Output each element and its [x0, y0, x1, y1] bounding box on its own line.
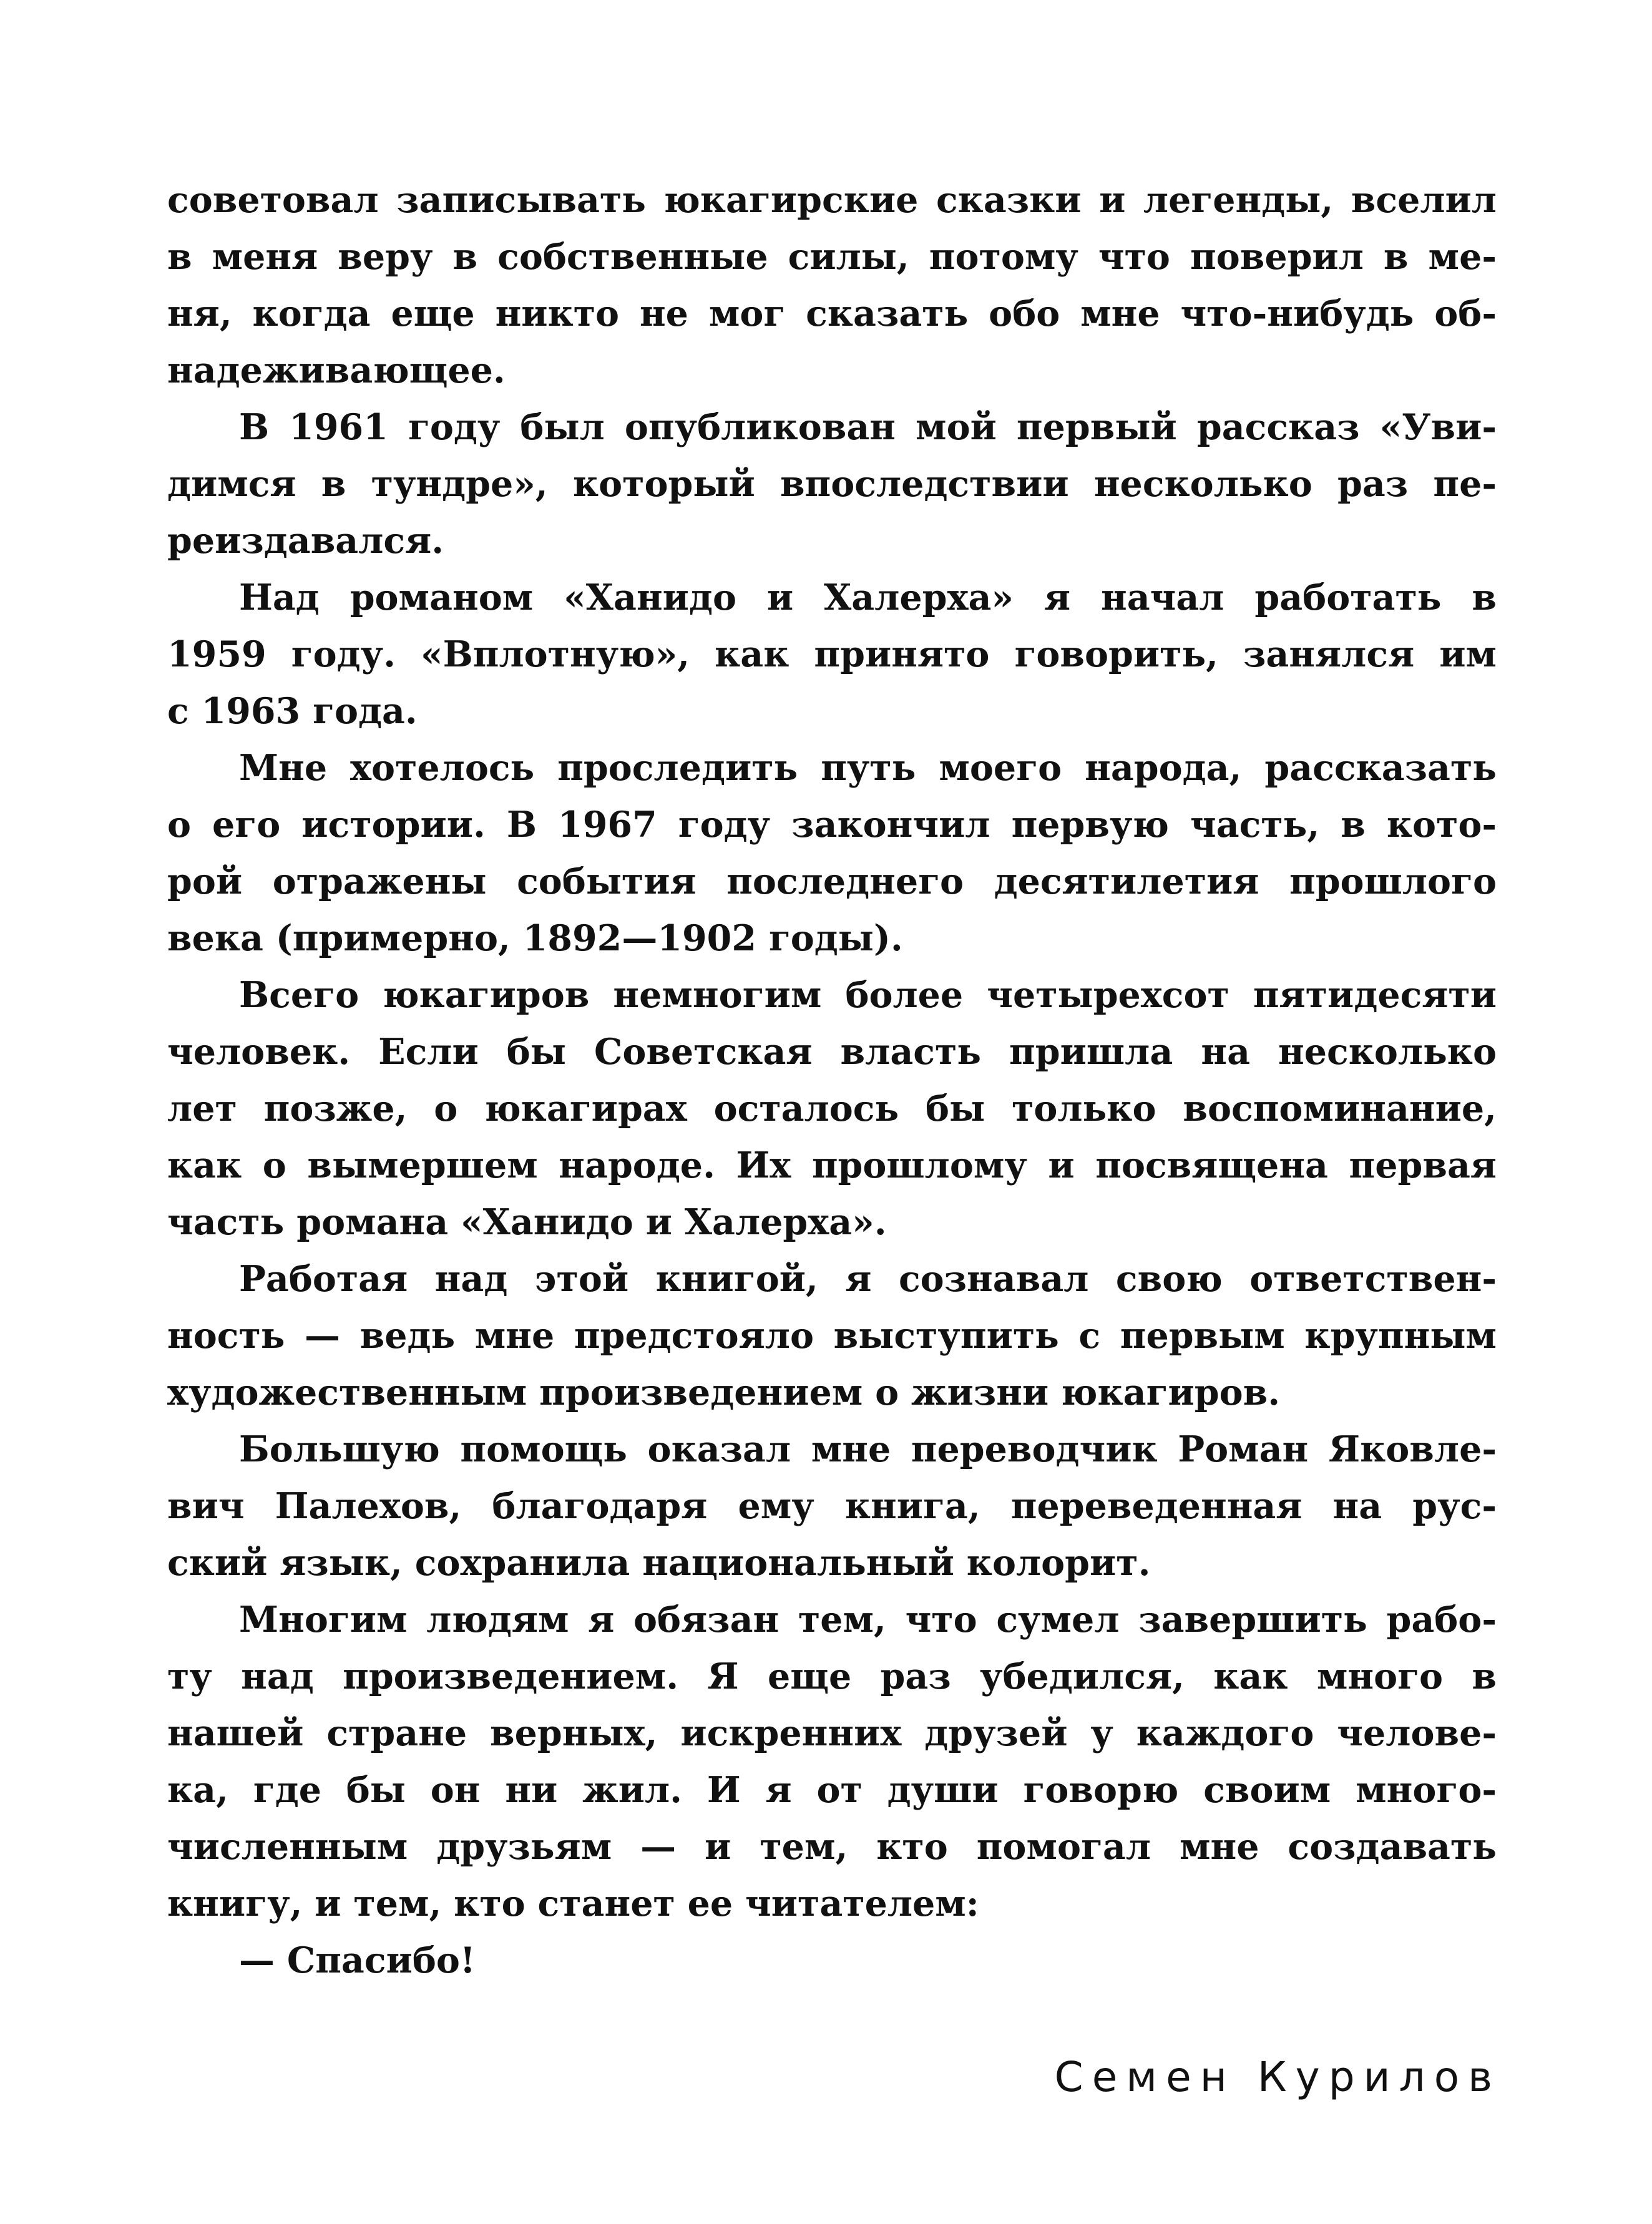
text-line: ность — ведь мне предстояло выступить с первым крупным — [167, 1315, 1497, 1357]
text-line: в меня веру в собственные силы, потому что поверил в ме- — [167, 236, 1497, 278]
text-line: димся в тундре», который впоследствии несколько раз пе- — [167, 463, 1497, 505]
text-line: Работая над этой книгой, я сознавал свою ответствен- — [239, 1258, 1497, 1300]
text-line: Многим людям я обязан тем, что сумел завершить рабо- — [239, 1599, 1497, 1641]
text-line: — Спасибо! — [239, 1939, 476, 1981]
text-line: ка, где бы он ни жил. И я от души говорю своим много- — [167, 1769, 1497, 1811]
text-line: художественным произведением о жизни юкагиров. — [167, 1372, 1281, 1413]
text-line: надеживающее. — [167, 349, 506, 391]
text-line: с 1963 года. — [167, 690, 418, 732]
text-line: века (примерно, 1892—1902 годы). — [167, 917, 903, 959]
text-line: В 1961 году был опубликован мой первый рассказ «Уви- — [239, 406, 1497, 448]
text-line: вич Палехов, благодаря ему книга, переведенная на рус- — [167, 1485, 1497, 1527]
text-line: ня, когда еще никто не мог сказать обо мне что-нибудь об- — [167, 293, 1497, 334]
text-line: часть романа «Ханидо и Халерха». — [167, 1201, 887, 1243]
text-line: рой отражены события последнего десятилетия прошлого — [167, 861, 1497, 902]
text-line: нашей стране верных, искренних друзей у каждого челове- — [167, 1712, 1497, 1754]
text-line: Мне хотелось проследить путь моего народа, рассказать — [239, 747, 1497, 789]
text-line: реиздавался. — [167, 520, 444, 562]
text-line: ту над произведением. Я еще раз убедился, как много в — [167, 1656, 1497, 1697]
author-signature: Семен Курилов — [1054, 2053, 1501, 2101]
text-line: Всего юкагиров немногим более четырехсот пятидесяти — [239, 974, 1497, 1016]
body-text — [167, 172, 1497, 1989]
text-line: Большую помощь оказал мне переводчик Роман Яковле- — [239, 1428, 1497, 1470]
text-line: человек. Если бы Советская власть пришла на несколько — [167, 1031, 1497, 1073]
text-line: книгу, и тем, кто станет ее читателем: — [167, 1883, 979, 1924]
text-line: как о вымершем народе. Их прошлому и посвящена первая — [167, 1144, 1497, 1186]
text-line: 1959 году. «Вплотную», как принято говорить, занялся им — [167, 633, 1497, 675]
text-line: Над романом «Ханидо и Халерха» я начал работать в — [239, 577, 1497, 618]
text-line: ский язык, сохранила национальный колорит. — [167, 1542, 1151, 1584]
text-line: численным друзьям — и тем, кто помогал мне создавать — [167, 1826, 1497, 1868]
text-line: о его истории. В 1967 году закончил первую часть, в кото- — [167, 804, 1497, 846]
text-line: лет позже, о юкагирах осталось бы только воспоминание, — [167, 1088, 1497, 1129]
text-line: советовал записывать юкагирские сказки и легенды, вселил — [167, 179, 1497, 221]
